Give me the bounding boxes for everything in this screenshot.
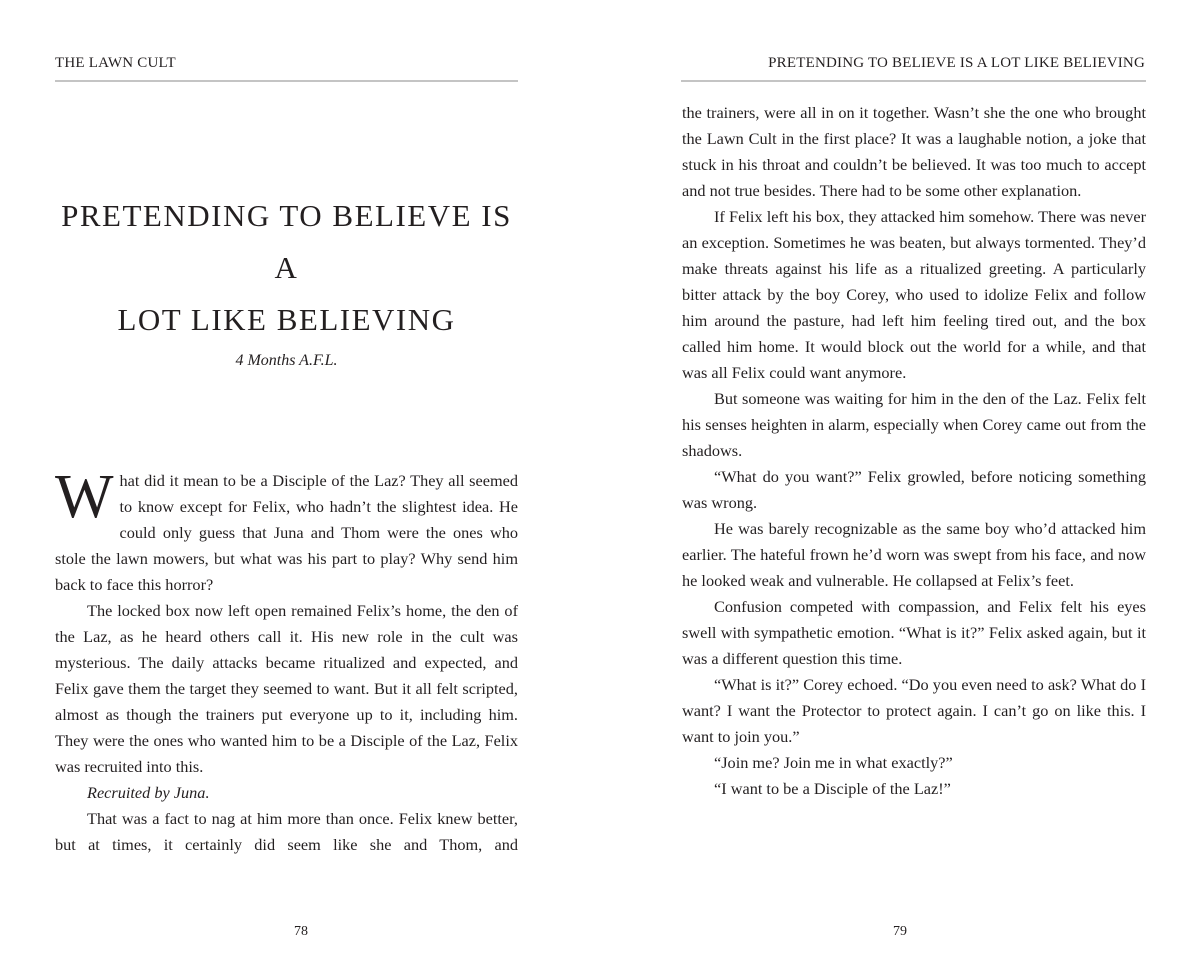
paragraph-dialogue: “I want to be a Disciple of the Laz!” xyxy=(714,779,951,798)
page-number: 78 xyxy=(294,924,308,939)
chapter-title-line-1: PRETENDING TO BELIEVE IS A xyxy=(61,198,512,285)
paragraph: If Felix left his box, they attacked him somehow. There was never an exception. Sometimes he was beaten, but always tormented. They’d make threats against his life as a ritualized greeting. A particularly bitter attack by the boy Corey, who used to idolize Felix and follow him around the pasture, had left him feeling tired out, and the box called him home. It would block out the world for a while, and that was all Felix could want anymore. xyxy=(682,207,1146,382)
chapter-title xyxy=(55,190,518,346)
page-number: 79 xyxy=(893,924,907,939)
right-page xyxy=(600,0,1200,960)
paragraph: He was barely recognizable as the same boy who’d attacked him earlier. The hateful frown he’d worn was swept from his face, and now he looked weak and vulnerable. He collapsed at Felix’s feet. xyxy=(682,519,1146,590)
header-rule xyxy=(681,80,1146,82)
paragraph-italic-thought: Recruited by Juna. xyxy=(87,783,210,802)
paragraph: The locked box now left open remained Felix’s home, the den of the Laz, as he heard others call it. His new role in the cult was mysterious. The daily attacks became ritualized and expected, and Felix gave them the target they seemed to want. But it all felt scripted, almost as though the trainers put everyone up to it, including him. They were the ones who wanted him to be a Disciple of the Laz, Felix was recruited into this. xyxy=(55,601,518,776)
paragraph: Confusion competed with compassion, and Felix felt his eyes swell with sympathetic emotion. “What is it?” Felix asked again, but it was a different question this time. xyxy=(682,597,1146,668)
running-head-book-title: THE LAWN CULT xyxy=(55,55,176,71)
chapter-subtitle: 4 Months A.F.L. xyxy=(235,352,338,369)
chapter-title-line-2: LOT LIKE BELIEVING xyxy=(117,302,456,337)
paragraph-continued: the trainers, were all in on it together. Wasn’t she the one who brought the Lawn Cult in the first place? It was a laughable notion, a joke that stuck in his throat and couldn’t be believed. It was too much to accept and not true besides. There had to be some other explanation. xyxy=(682,103,1146,200)
left-body-text xyxy=(55,463,518,858)
paragraph: But someone was waiting for him in the den of the Laz. Felix felt his senses heighten in alarm, especially when Corey came out from the shadows. xyxy=(682,389,1146,460)
paragraph-dialogue: “Join me? Join me in what exactly?” xyxy=(714,753,953,772)
paragraph-dialogue: “What is it?” Corey echoed. “Do you even need to ask? What do I want? I want the Protector to protect again. I can’t go on like this. I want to join you.” xyxy=(682,675,1146,746)
paragraph: That was a fact to nag at him more than once. Felix knew better, but at times, it certainly did seem like she and Thom, and xyxy=(55,809,518,854)
running-head-chapter-title: PRETENDING TO BELIEVE IS A LOT LIKE BELIEVING xyxy=(768,55,1145,71)
paragraph-text: hat did it mean to be a Disciple of the Laz? They all seemed to know except for Felix, who hadn’t the slightest idea. He could only guess that Juna and Thom were the ones who stole the lawn mowers, but what was his part to play? Why send him back to face this horror? xyxy=(55,471,518,594)
paragraph-opening xyxy=(55,463,518,598)
paragraph-dialogue: “What do you want?” Felix growled, before noticing something was wrong. xyxy=(682,467,1146,512)
drop-cap: W xyxy=(55,463,114,531)
right-body-text xyxy=(682,100,1146,802)
header-rule xyxy=(55,80,518,82)
